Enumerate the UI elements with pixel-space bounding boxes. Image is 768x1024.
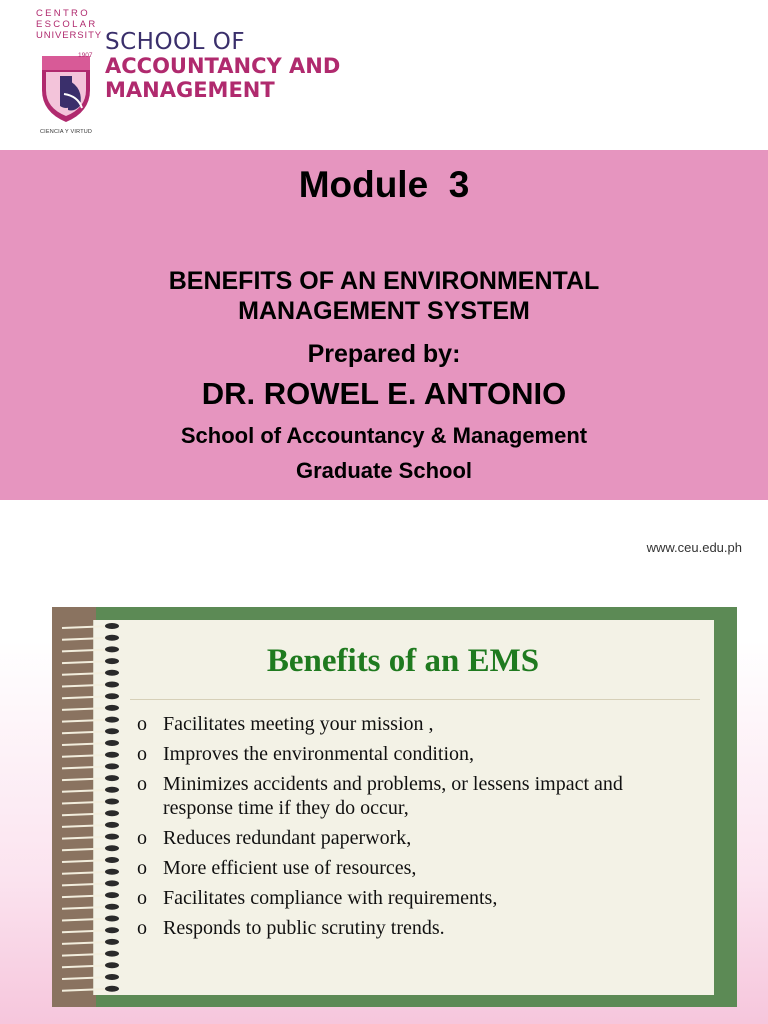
spiral-ring-icon	[62, 986, 119, 992]
slide-title: Benefits of an EMS	[266, 643, 540, 679]
school-title-line1: SCHOOL OF	[105, 29, 246, 55]
spiral-ring-icon	[62, 916, 119, 922]
spiral-ring-icon	[62, 693, 119, 699]
spiral-ring-icon	[62, 904, 119, 910]
spiral-ring-icon	[62, 705, 119, 711]
bullet-marker: o	[137, 713, 147, 735]
prepared-by-label: Prepared by:	[307, 340, 461, 368]
spiral-ring-icon	[62, 880, 119, 886]
spiral-ring-icon	[62, 834, 119, 840]
author-department: Graduate School	[295, 458, 473, 483]
list-item-text: Reduces redundant paperwork,	[163, 827, 412, 849]
topic-line1: BENEFITS OF AN ENVIRONMENTAL	[168, 267, 600, 295]
spiral-ring-icon	[62, 728, 119, 734]
author-name: DR. ROWEL E. ANTONIO	[201, 376, 567, 411]
bullet-marker: o	[137, 917, 147, 939]
spiral-ring-icon	[62, 962, 119, 968]
spiral-ring-icon	[62, 810, 119, 816]
wordmark-line: CENTRO	[36, 8, 90, 19]
website-link[interactable]: www.ceu.edu.ph	[646, 540, 742, 555]
wordmark-line: ESCOLAR	[36, 19, 98, 30]
spiral-ring-icon	[62, 857, 119, 863]
wordmark-line: UNIVERSITY	[36, 30, 103, 41]
bullet-marker: o	[137, 857, 147, 879]
list-item-text: Facilitates meeting your mission ,	[163, 713, 434, 735]
module-topic	[0, 266, 768, 326]
topic-line2: MANAGEMENT SYSTEM	[238, 297, 530, 325]
module-number: Module 3	[298, 164, 470, 205]
school-title-line3: MANAGEMENT	[105, 78, 275, 102]
bullet-marker: o	[137, 773, 147, 795]
spiral-ring-icon	[62, 892, 119, 898]
list-item-text: Improves the environmental condition,	[163, 743, 475, 765]
spiral-ring-icon	[62, 822, 119, 828]
university-wordmark	[36, 8, 103, 41]
bullet-marker: o	[137, 887, 147, 909]
list-item	[137, 742, 697, 766]
author-affiliation: School of Accountancy & Management	[180, 423, 588, 448]
seal-motto: CIENCIA Y VIRTUD	[40, 129, 93, 135]
list-item	[137, 856, 697, 880]
slide-divider	[130, 699, 700, 700]
list-item-text: More efficient use of resources,	[163, 857, 417, 879]
spiral-ring-icon	[62, 939, 119, 945]
spiral-ring-icon	[62, 927, 119, 933]
spiral-ring-icon	[62, 787, 119, 793]
spiral-ring-icon	[62, 635, 119, 641]
list-item-text: Responds to public scrutiny trends.	[163, 917, 445, 939]
school-title-line2: ACCOUNTANCY AND	[105, 54, 341, 78]
list-item	[137, 826, 697, 850]
spiral-ring-icon	[62, 740, 119, 746]
spiral-ring-icon	[62, 752, 119, 758]
bullet-marker: o	[137, 743, 147, 765]
spiral-ring-icon	[62, 974, 119, 980]
list-item	[137, 712, 697, 736]
list-item	[137, 886, 697, 910]
spiral-ring-icon	[62, 799, 119, 805]
spiral-ring-icon	[62, 717, 119, 723]
spiral-ring-icon	[62, 775, 119, 781]
list-item	[137, 916, 697, 940]
benefits-list	[137, 712, 697, 946]
list-item	[137, 772, 697, 820]
list-item-text: Minimizes accidents and problems, or lessens impact and response time if they do occur,	[163, 773, 623, 819]
list-item-text: Facilitates compliance with requirements,	[163, 887, 498, 909]
spiral-ring-icon	[62, 682, 119, 688]
school-title	[105, 30, 340, 102]
header	[0, 0, 768, 150]
spiral-ring-icon	[62, 845, 119, 851]
university-seal-icon	[38, 50, 94, 124]
spiral-ring-icon	[62, 869, 119, 875]
title-band	[0, 150, 768, 500]
seal-year: 1907	[78, 52, 93, 59]
spiral-ring-icon	[62, 951, 119, 957]
spiral-ring-icon	[62, 623, 119, 629]
spiral-ring-icon	[62, 763, 119, 769]
bullet-marker: o	[137, 827, 147, 849]
